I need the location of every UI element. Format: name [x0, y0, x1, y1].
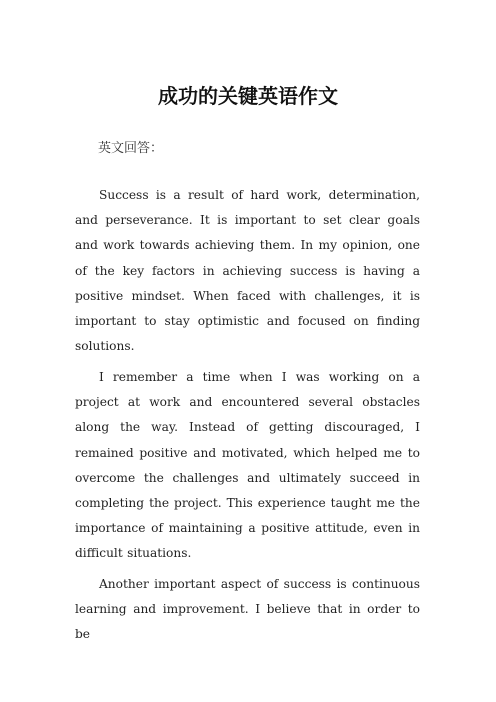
section-label: 英文回答：: [98, 141, 164, 156]
paragraph-1: Success is a result of hard work, determination, and perseverance. It is important to set clear goals and work towards achieving them. In my opinion, one of the key factors in achieving success is having a positive mindset. When faced with challenges, it is important to stay optimistic and focused on finding solutions.: [75, 188, 420, 354]
paragraph-2: I remember a time when I was working on a project at work and encountered several obstacles along the way. Instead of getting discouraged, I remained positive and motivated, which helped me to overcome the challenges and ultimately succeed in completing the project. This experience taught me the importance of maintaining a positive attitude, even in difficult situations.: [75, 370, 420, 561]
paragraph-3: Another important aspect of success is continuous learning and improvement. I believe that in order to be: [75, 577, 420, 642]
page-title: 成功的关键英语作文: [158, 84, 338, 108]
